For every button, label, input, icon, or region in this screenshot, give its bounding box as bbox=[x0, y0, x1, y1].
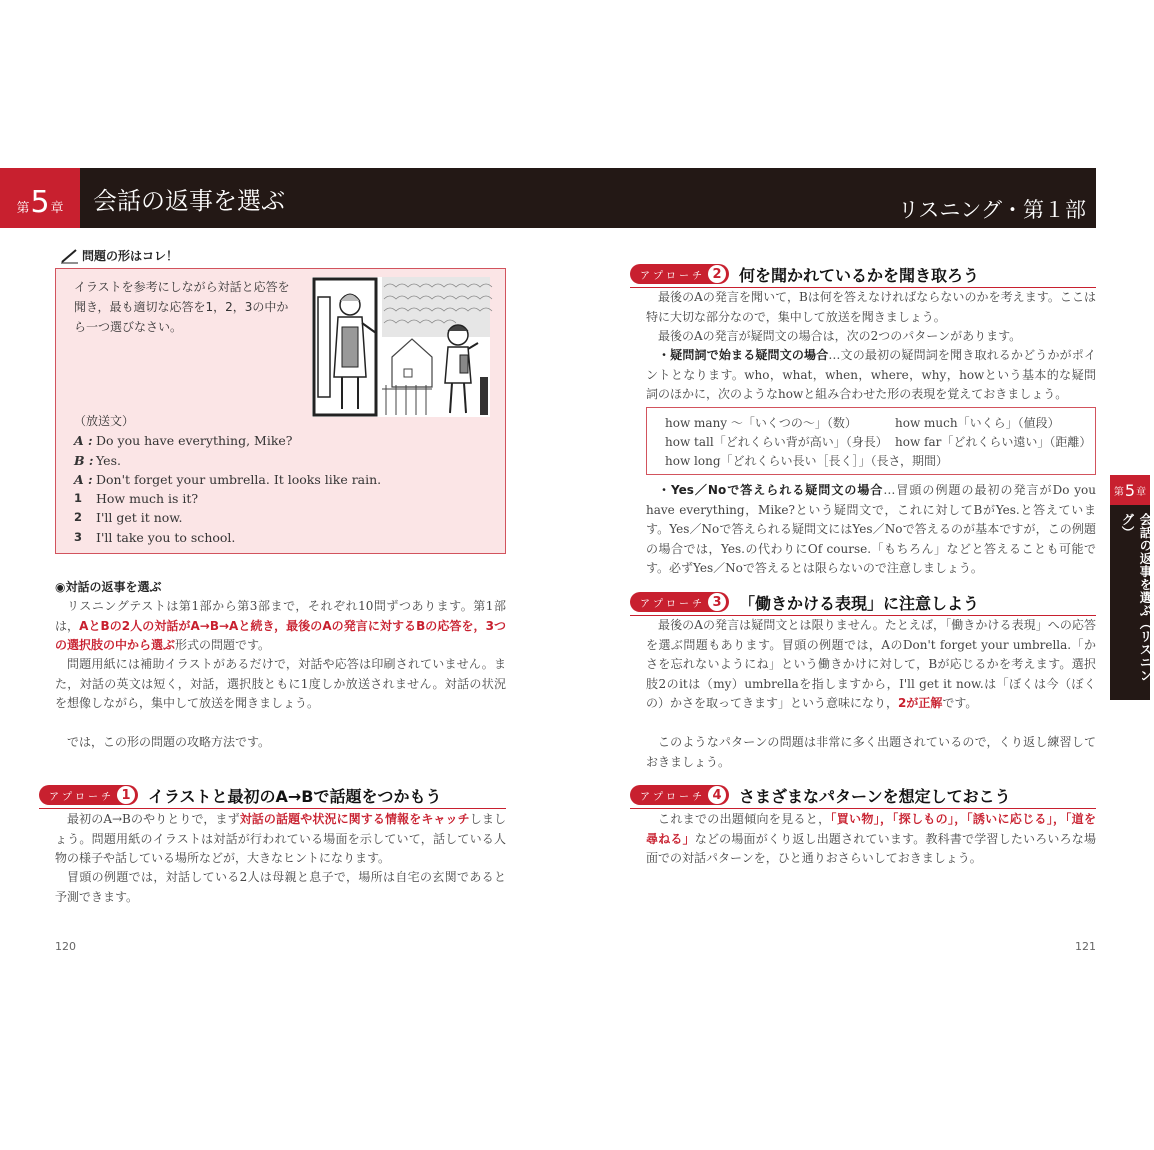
approach-2-paragraph: 最後のAの発言が疑問文の場合は，次の2つのパターンがあります。 bbox=[658, 329, 1022, 343]
side-tab-prefix: 第 bbox=[1113, 486, 1124, 498]
speaker-label: A : bbox=[74, 471, 93, 487]
chapter-side-tab bbox=[1110, 475, 1153, 700]
approach-badge bbox=[39, 785, 138, 805]
highlighted-text: 2が正解 bbox=[898, 696, 943, 710]
option-text: I'll get it now. bbox=[96, 510, 183, 526]
body-text: 形式の問題です。 bbox=[175, 638, 271, 652]
option-text: I'll take you to school. bbox=[96, 529, 236, 545]
body-text: 最後のAの発言は疑問文とは限りません。たとえば，「働きかける表現」への応答を選ぶ問題もあります。冒頭の例題では，AのDon't forget your umbrella.「かさを忘れないようにね」という働きかけに対して，Bが応じるかを考えます。選択肢2のitは（my）umbrellaを指しますから，I'll get it now.は「ぼくは今（ぼくの）かさを取ってきます」という意味になり， bbox=[646, 618, 1096, 710]
bold-lead-text: ・疑問詞で始まる疑問文の場合 bbox=[658, 348, 829, 362]
body-text: リスニングテストは第1部から第3部まで，それぞれ10問ずつあります。第1部は， bbox=[55, 599, 506, 633]
approach-title: イラストと最初のA→Bで話題をつかもう bbox=[148, 786, 442, 806]
approach-label: アプローチ bbox=[640, 791, 705, 803]
approach-title: 「働きかける表現」に注意しよう bbox=[739, 593, 980, 613]
pattern-item: how many ～「いくつの～」（数） bbox=[665, 416, 857, 430]
chapter-title: 会話の返事を選ぶ bbox=[93, 187, 285, 215]
side-tab-vertical-title: 会話の返事を選ぶ（リスニング） bbox=[1120, 513, 1153, 682]
approach-number: 4 bbox=[708, 786, 726, 804]
pattern-item: how far「どれくらい遠い」（距離） bbox=[895, 435, 1092, 449]
dialogue-text: Do you have everything, Mike? bbox=[96, 433, 293, 449]
page-number-right: 121 bbox=[1075, 940, 1096, 953]
chapter-suffix: 章 bbox=[50, 201, 64, 216]
mother-son-doorway-illustration bbox=[312, 277, 490, 417]
approach-2-paragraph bbox=[646, 481, 1096, 579]
approach-1-paragraph: 冒頭の例題では，対話している2人は母親と息子で，場所は自宅の玄関であると予測できます。 bbox=[55, 870, 506, 904]
pencil-icon bbox=[60, 248, 80, 264]
option-text: How much is it? bbox=[96, 491, 199, 507]
approach-underline bbox=[630, 808, 1096, 809]
approach-4-heading bbox=[630, 783, 1011, 807]
side-tab-suffix: 章 bbox=[1136, 486, 1147, 498]
pattern-item: how much「いくら」（値段） bbox=[895, 416, 1060, 430]
chapter-number: 5 bbox=[30, 185, 50, 220]
intro-paragraph: 問題用紙には補助イラストがあるだけで，対話や応答は印刷されていません。また，対話の英文は短く，対話，選択肢ともに1度しか放送されません。対話の状況を想像しながら，集中して放送を聞きましょう。 bbox=[55, 657, 506, 710]
approach-number: 1 bbox=[117, 786, 135, 804]
dialogue-line bbox=[74, 431, 381, 450]
approach-4-paragraph bbox=[646, 810, 1096, 869]
side-tab-number: 5 bbox=[1124, 480, 1136, 500]
page-number-left: 120 bbox=[55, 940, 76, 953]
highlighted-text: 対話の話題や状況に関する情報をキャッチ bbox=[239, 812, 470, 826]
highlighted-text: AとBの2人の対話がA→B→Aと続き，最後のAの発言に対するBの応答を，3つの選択肢の中から選ぶ bbox=[55, 618, 506, 652]
approach-label: アプローチ bbox=[640, 598, 705, 610]
body-text: …文の最初の疑問詞を聞き取れるかどうかがポイントとなります。who，what，when，where，why，howという基本的な疑問詞のほかに，次のようなhowと組み合わせた形の表現を覚えておきましょう。 bbox=[646, 348, 1096, 401]
approach-badge bbox=[630, 785, 729, 805]
speaker-label: B : bbox=[74, 452, 94, 468]
problem-heading-label: 問題の形はコレ！ bbox=[82, 249, 179, 263]
problem-box bbox=[55, 268, 506, 554]
approach-title: さまざまなパターンを想定しておこう bbox=[739, 786, 1011, 806]
approach-2-heading bbox=[630, 262, 979, 286]
intro-paragraph: では，この形の問題の攻略方法です。 bbox=[67, 735, 271, 749]
problem-heading bbox=[60, 247, 178, 264]
approach-label: アプローチ bbox=[49, 791, 114, 803]
dialogue-line bbox=[74, 470, 381, 489]
body-text: です。 bbox=[942, 696, 978, 710]
body-text: しましょう。問題用紙のイラストは対話が行われている場面を示していて，話している人物の様子や話している場所などが，大きなヒントになります。 bbox=[55, 812, 506, 865]
answer-option bbox=[74, 489, 381, 508]
approach-2-paragraph bbox=[646, 346, 1096, 405]
chapter-prefix: 第 bbox=[16, 201, 30, 216]
approach-3-paragraph: このようなパターンの問題は非常に多く出題されているので，くり返し練習しておきましょう。 bbox=[646, 735, 1096, 769]
pattern-item: how long「どれくらい長い［長く］」（長さ，期間） bbox=[665, 454, 949, 468]
approach-3-heading bbox=[630, 590, 979, 614]
problem-instructions: イラストを参考にしながら対話と応答を聞き，最も適切な応答を1，2，3の中から一つ選びなさい。 bbox=[74, 280, 290, 334]
dialogue-text: Don't forget your umbrella. It looks like rain. bbox=[96, 471, 382, 487]
body-text: などの場面がくり返し出題されています。教科書で学習したいろいろな場面での対話パターンを，ひと通りおさらいしておきましょう。 bbox=[646, 831, 1096, 865]
section-title: リスニング・第１部 bbox=[897, 198, 1086, 222]
intro-paragraph bbox=[55, 597, 506, 656]
dialogue-line bbox=[74, 451, 381, 470]
dialogue-text: Yes. bbox=[96, 452, 121, 468]
side-tab-chapter bbox=[1110, 475, 1150, 505]
bold-lead-text: ・Yes／Noで答えられる疑問文の場合 bbox=[658, 483, 884, 497]
highlighted-text: 「買い物」，「探しもの」，「誘いに応じる」，「道を尋ねる」 bbox=[646, 812, 1096, 846]
answer-option bbox=[74, 508, 381, 527]
approach-title: 何を聞かれているかを聞き取ろう bbox=[739, 265, 980, 285]
approach-number: 2 bbox=[708, 265, 726, 283]
body-text: …冒頭の例題の最初の発言がDo you have everything，Mike?という疑問文で，これに対してBがYes.と答えています。Yes／Noで答えられる疑問文にはYes／Noで答えるのが基本ですが，この例題の場合では，Yes.の代わりにOf course.「もちろん」などと答えることも可能です。必ずYes／Noで答えるとは限らないので注意しましょう。 bbox=[646, 483, 1096, 575]
pattern-item: how tall「どれくらい背が高い」（身長） bbox=[665, 435, 888, 449]
broadcast-script bbox=[74, 412, 381, 547]
option-number: 1 bbox=[74, 491, 83, 506]
approach-number: 3 bbox=[708, 593, 726, 611]
how-patterns-box bbox=[646, 407, 1096, 475]
option-number: 3 bbox=[74, 529, 83, 544]
approach-underline bbox=[39, 808, 506, 809]
chapter-number-tag bbox=[0, 168, 80, 228]
approach-1-heading bbox=[39, 783, 442, 807]
approach-badge bbox=[630, 264, 729, 284]
answer-option bbox=[74, 528, 381, 547]
subsection-heading: ◉対話の返事を選ぶ bbox=[55, 580, 162, 594]
body-text: これまでの出題傾向を見ると， bbox=[658, 812, 831, 826]
body-text: 最初のA→Bのやりとりで，まず bbox=[67, 812, 240, 826]
option-number: 2 bbox=[74, 510, 83, 525]
speaker-label: A : bbox=[74, 433, 93, 449]
approach-label: アプローチ bbox=[640, 270, 705, 282]
approach-1-paragraph bbox=[55, 810, 506, 869]
approach-3-paragraph bbox=[646, 616, 1096, 714]
broadcast-label: （放送文） bbox=[74, 414, 135, 428]
approach-2-paragraph: 最後のAの発言を聞いて，Bは何を答えなければならないのかを考えます。ここは特に大切な部分なので，集中して放送を聞きましょう。 bbox=[646, 290, 1096, 324]
approach-badge bbox=[630, 592, 729, 612]
